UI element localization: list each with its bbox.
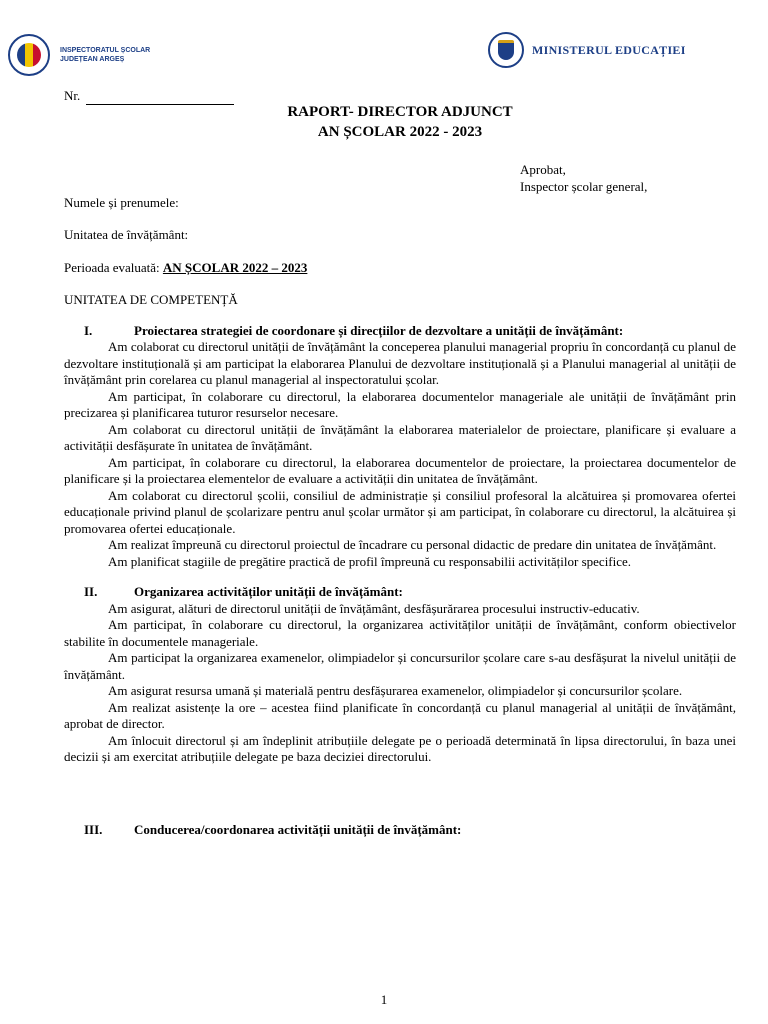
report-sections [64, 323, 736, 839]
evaluated-period: Perioada evaluată: AN ȘCOLAR 2022 – 2023 [64, 259, 308, 275]
page-number: 1 [380, 992, 388, 1007]
section-number: III. [84, 821, 103, 837]
section-paragraph: Am participat, în colaborare cu directorul, la elaborarea documentelor manageriale ale unității de învățământ prin precizarea și planificarea tuturor resurselor necesare. [64, 388, 736, 420]
section-paragraph: Am participat la organizarea examenelor, olimpiadelor și concursurilor școlare care s-au desfășurat la nivelul unității de învățământ. [64, 650, 736, 682]
ministry-logo-text: MINISTERUL EDUCAȚIEI [532, 42, 686, 57]
inspectorate-seal-icon [8, 34, 50, 76]
section-number: II. [84, 584, 98, 599]
section-paragraph: Am asigurat resursa umană și materială pentru desfășurarea examenelor, olimpiadelor și concursurilor școlare. [108, 683, 683, 698]
approval-block: Aprobat, Inspector școlar general, [520, 161, 648, 194]
ministry-logo [488, 32, 686, 68]
section-paragraph: Am planificat stagiile de pregătire practică de profil împreună cu responsabilii activităților specifice. [108, 553, 632, 569]
section-heading [64, 822, 736, 839]
section-title: Proiectarea strategiei de coordonare și direcțiilor de dezvoltare a unității de învățământ: [134, 322, 624, 338]
section-title: Organizarea activităților unității de învățământ: [134, 584, 403, 599]
name-field-label: Numele și prenumele: [64, 194, 179, 210]
inspectorate-logo-text: INSPECTORATUL ȘCOLAR JUDEȚEAN ARGEȘ [60, 47, 151, 63]
section-heading [64, 323, 736, 340]
section-paragraph: Am realizat asistențe la ore – acestea fiind planificate în concordanță cu planul managerial al unității de învățământ, aprobat de director. [64, 699, 736, 731]
section-title: Conducerea/coordonarea activității unității de învățământ: [134, 821, 462, 837]
document-title-2: AN ȘCOLAR 2022 - 2023 [317, 123, 483, 140]
document-title-1: RAPORT- DIRECTOR ADJUNCT [287, 103, 513, 120]
section-paragraph: Am asigurat, alături de directorul unității de învățământ, desfășurărarea procesului instructiv-educativ. [108, 600, 640, 616]
evaluated-period-value: AN ȘCOLAR 2022 – 2023 [162, 259, 308, 275]
competence-unit-heading: UNITATEA DE COMPETENȚĂ [64, 292, 238, 307]
section-paragraph: Am colaborat cu directorul unității de învățământ la conceperea planului managerial propriu în concordanță cu planul de dezvoltare instituțională și am participat la elaborarea Planului de dezvoltare instituțională și a Planului managerial al unității de învățământ prin corelarea cu planul managerial al inspectoratului școlar. [64, 339, 736, 387]
document-number: Nr. [64, 88, 736, 105]
document-body [64, 88, 736, 838]
section-paragraph: Am participat, în colaborare cu directorul, la organizarea activităților unității de învățământ, conform obiectivelor stabilite în documentele manageriale. [64, 617, 736, 649]
section-number: I. [84, 322, 93, 338]
unit-field-label: Unitatea de învățământ: [64, 227, 189, 242]
section-paragraph: Am colaborat cu directorul unității de învățământ la elaborarea materialelor de proiectare, planificare și evaluare a activității desfășurate în unitatea de învățământ. [64, 421, 736, 453]
section-paragraph: Am înlocuit directorul și am îndeplinit atribuțiile delegate pe o perioadă determinată în lipsa directorului, în baza unei decizii și am exercitat atribuțiile delegate pe baza deciziei directorului. [64, 732, 736, 764]
inspectorate-logo [8, 34, 150, 76]
section-heading [64, 584, 736, 601]
number-blank-line [86, 92, 234, 105]
section-paragraph: Am participat, în colaborare cu directorul, la elaborarea documentelor de proiectare, la proiectarea documentelor de planificare și la proiectarea elementelor de evaluare a activității din unitatea de învățământ. [64, 454, 736, 486]
section-paragraph: Am realizat împreună cu directorul proiectul de încadrare cu personal didactic de predare din unitatea de învățământ. [108, 537, 717, 552]
section-paragraph: Am colaborat cu directorul școlii, consiliul de administrație și consiliul profesoral la alcătuirea și promovarea ofertei educaționale privind planul de școlarizare pentru anul școlar următor și am participat, în colaborare cu directorul, la alcătuirea și promovarea ofertei educaționale. [64, 487, 736, 536]
ministry-crest-icon [488, 32, 524, 68]
